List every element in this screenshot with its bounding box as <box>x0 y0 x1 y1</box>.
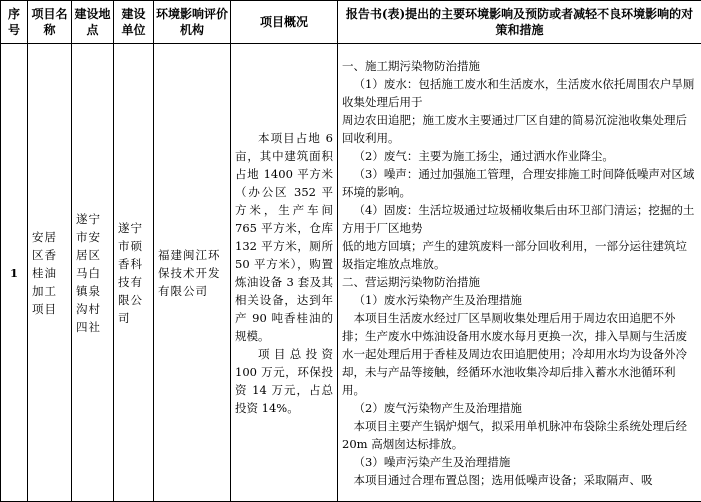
measures-line: 二、营运期污染物防治措施 <box>342 273 697 291</box>
cell-measures <box>338 44 701 502</box>
measures-line: （3）噪声污染产生及治理措施 <box>342 453 697 471</box>
cell-builder: 遂宁市硕香科技有限公司 <box>114 44 154 502</box>
header-measures: 报告书(表)提出的主要环境影响及预防或者减轻不良环境影响的对策和措施 <box>338 1 701 44</box>
measures-line: 一、施工期污染物防治措施 <box>342 57 697 75</box>
measures-line: 低的地方回填；产生的建筑废料一部分回收利用，一部分运往建筑垃圾指定堆放点堆放。 <box>342 237 697 273</box>
measures-line: （1）废水污染物产生及治理措施 <box>342 291 697 309</box>
header-assessment-agency: 环境影响评价机构 <box>154 1 231 44</box>
measures-line: （4）固废：生活垃圾通过垃圾桶收集后由环卫部门清运；挖掘的土方用于厂区地势 <box>342 201 697 237</box>
measures-line: 周边农田追肥；施工废水主要通过厂区自建的简易沉淀池收集处理后回收利用。 <box>342 111 697 147</box>
cell-location: 遂宁市安居区马白镇泉沟村四社 <box>72 44 114 502</box>
measures-line: （2）废气：主要为施工扬尘，通过洒水作业降尘。 <box>342 147 697 165</box>
cell-project-overview <box>231 44 338 502</box>
measures-line: （2）废气污染物产生及治理措施 <box>342 399 697 417</box>
overview-paragraph: 本项目占地 6 亩，其中建筑面积占地 1400 平方米（办公区 352 平方米，生产车间 765 平方米，仓库 132 平方米，厕所 50 平方米），购置炼油设备 3 套及其相关设备，达到年产 90 吨香桂油的规模。 <box>235 129 333 345</box>
header-seq: 序号 <box>1 1 28 44</box>
measures-line: （1）废水：包括施工废水和生活废水，生活废水依托周围农户旱厕收集处理后用于 <box>342 75 697 111</box>
measures-line: （3）噪声：通过加强施工管理，合理安排施工时间降低噪声对区域环境的影响。 <box>342 165 697 201</box>
header-project-name: 项目名称 <box>28 1 72 44</box>
overview-paragraph: 项目总投资 100 万元，环保投资 14 万元，占总投资 14%。 <box>235 345 333 417</box>
cell-project-name: 安居区香桂油加工项目 <box>28 44 72 502</box>
measures-line: 本项目主要产生锅炉烟气，拟采用单机脉冲布袋除尘系统处理后经 20m 高烟囱达标排放。 <box>342 417 697 453</box>
header-row <box>1 1 701 44</box>
header-location: 建设地点 <box>72 1 114 44</box>
measures-line: 本项目生活废水经过厂区旱厕收集处理后用于周边农田追肥不外排；生产废水中炼油设备用水废水每月更换一次，排入旱厕与生活废水一起处理后用于香桂及周边农田追肥使用；冷却用水均为设备外冷却，未与产品等接触，经循环水池收集冷却后排入蓄水水池循环利用。 <box>342 309 697 399</box>
table-row <box>1 44 701 502</box>
header-builder: 建设单位 <box>114 1 154 44</box>
cell-assessment-agency: 福建闽江环保技术开发有限公司 <box>154 44 231 502</box>
cell-seq: 1 <box>1 44 28 502</box>
measures-line: 本项目通过合理布置总图；选用低噪声设备；采取隔声、吸 <box>342 471 697 489</box>
header-project-overview: 项目概况 <box>231 1 338 44</box>
